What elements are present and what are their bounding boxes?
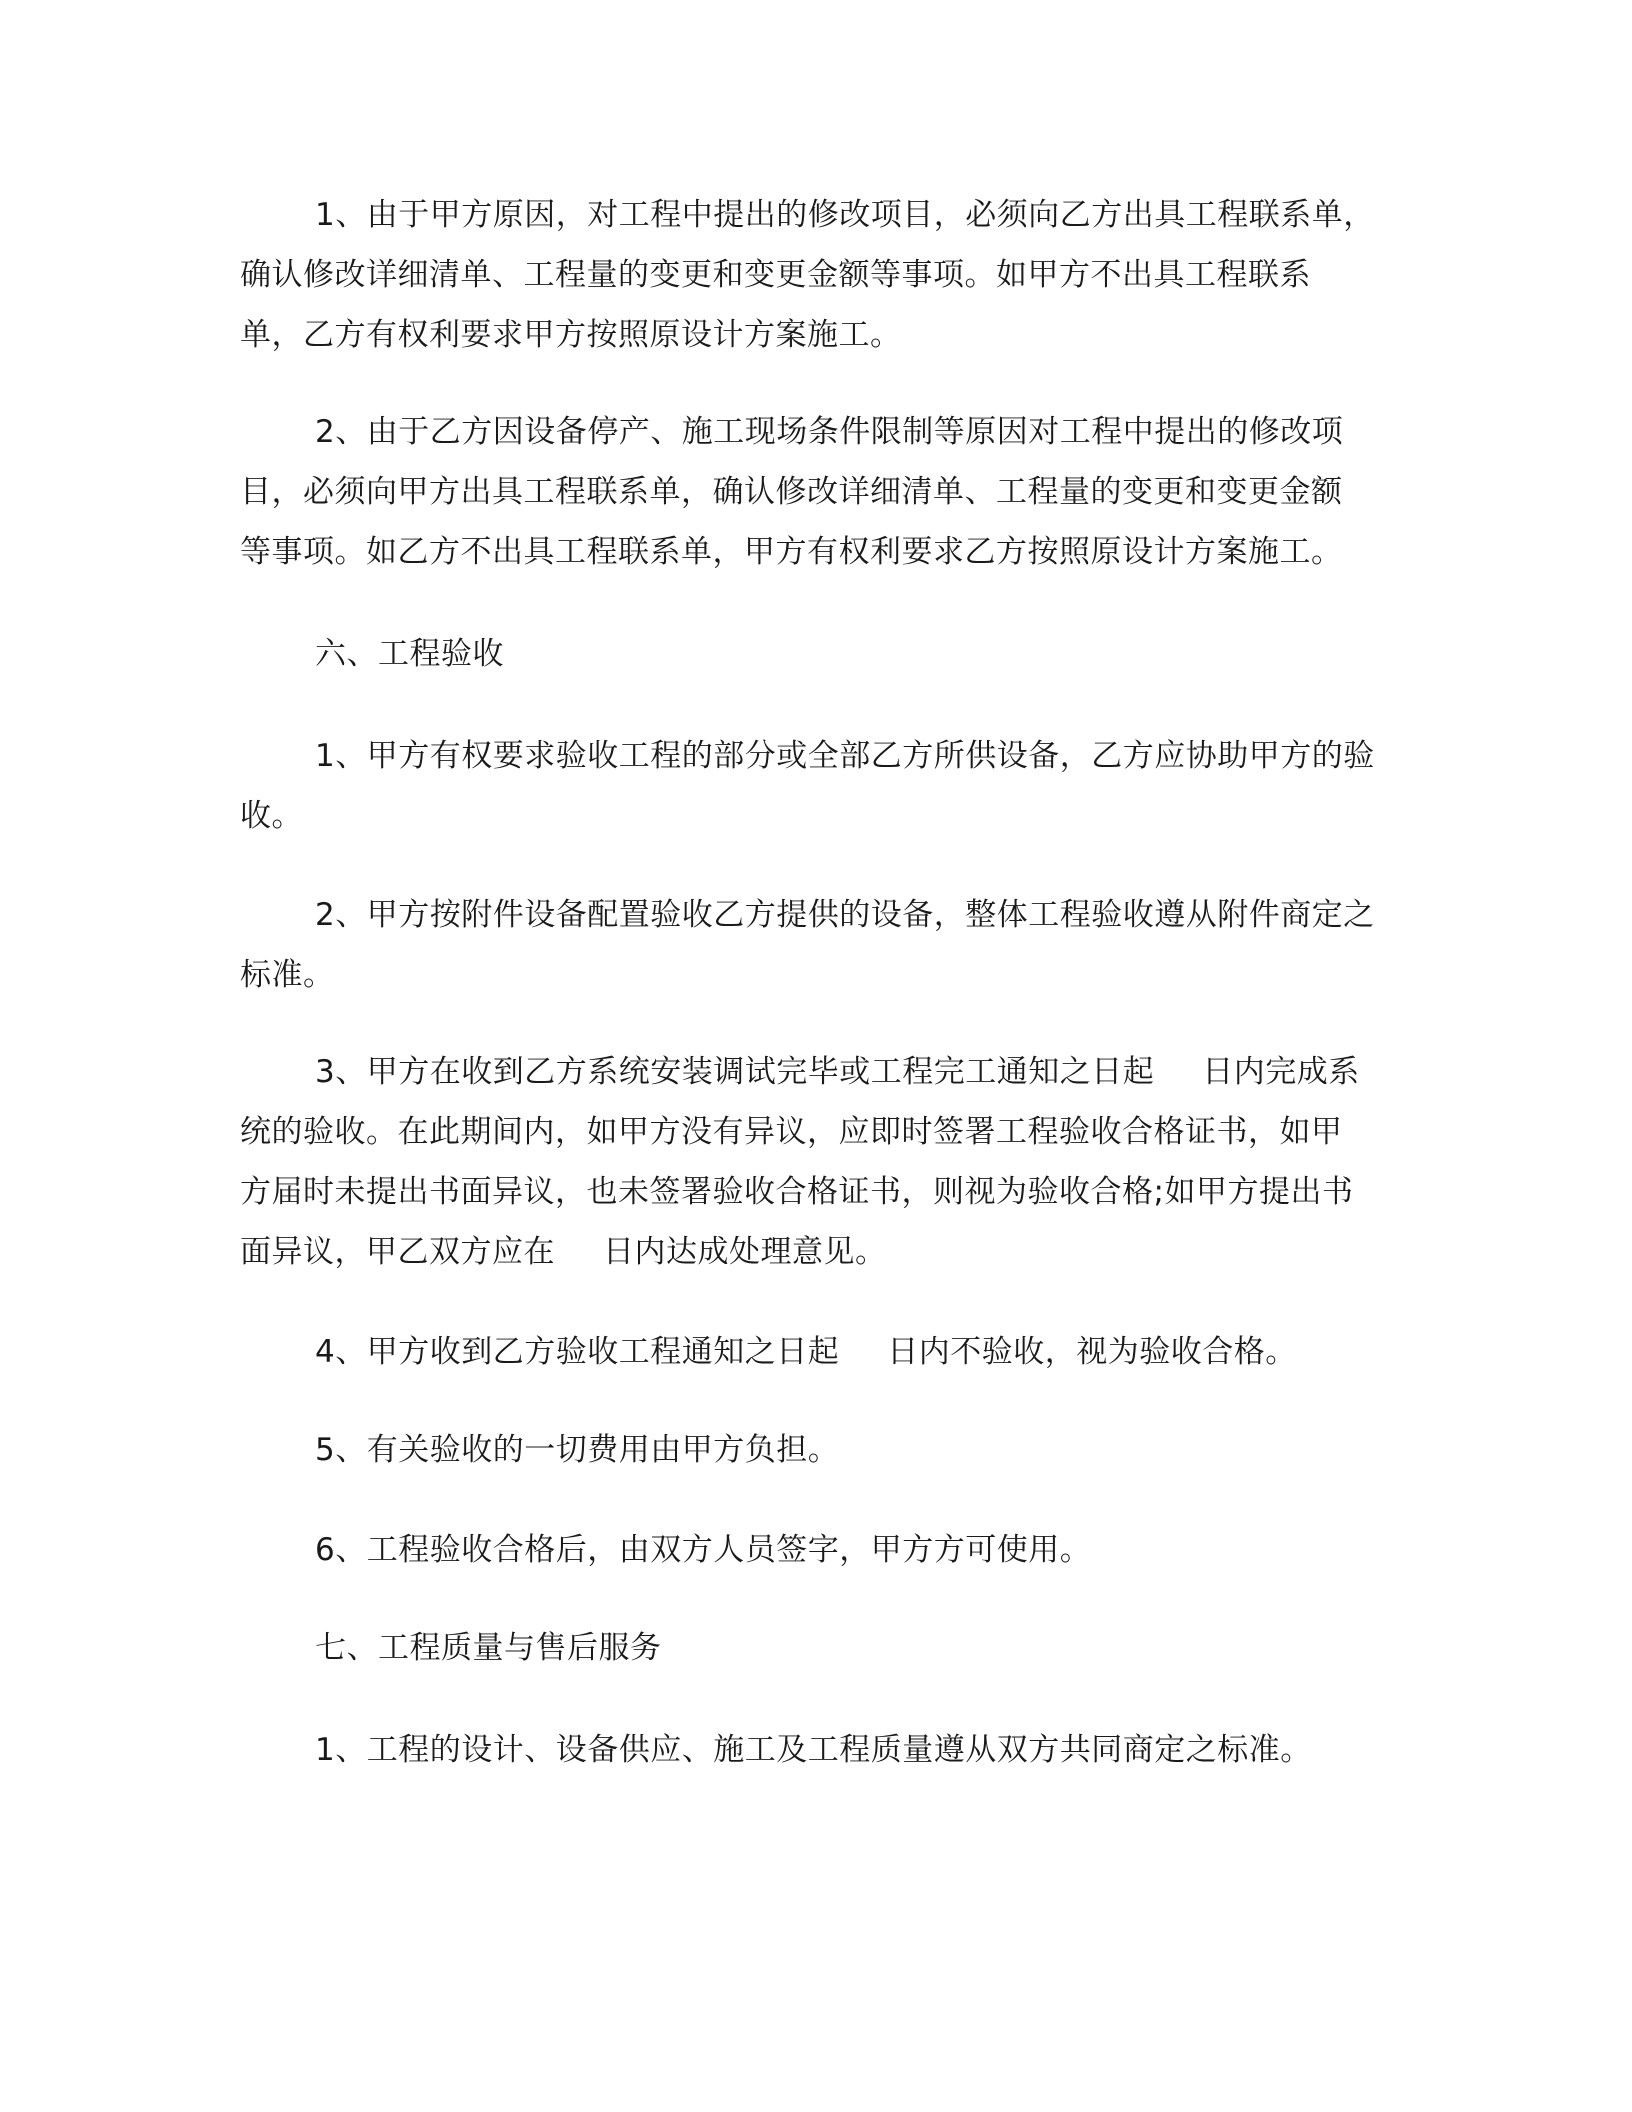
paragraph-s7-item1	[240, 1720, 1390, 1780]
paragraph-line: 单，乙方有权利要求甲方按照原设计方案施工。	[240, 317, 902, 353]
paragraph-line: 确认修改详细清单、工程量的变更和变更金额等事项。如甲方不出具工程联系	[240, 257, 1311, 293]
paragraph-line: 1、由于甲方原因，对工程中提出的修改项目，必须向乙方出具工程联系单，	[315, 197, 1375, 233]
paragraph-text: 面异议，甲乙双方应在	[240, 1234, 555, 1270]
paragraph-line: 收。	[240, 798, 303, 834]
paragraph-line: 目，必须向甲方出具工程联系单，确认修改详细清单、工程量的变更和变更金额	[240, 474, 1343, 510]
paragraph-text: 日内完成系	[1202, 1054, 1360, 1090]
section-heading-7	[240, 1618, 1390, 1678]
paragraph-line: 1、工程的设计、设备供应、施工及工程质量遵从双方共同商定之标准。	[315, 1732, 1312, 1768]
paragraph-line	[240, 1222, 1390, 1282]
paragraph-s6-item4	[240, 1322, 1390, 1382]
paragraph-text: 日内达成处理意见。	[603, 1234, 887, 1270]
paragraph-s5-item2	[240, 402, 1390, 582]
paragraph-line: 6、工程验收合格后，由双方人员签字，甲方方可使用。	[315, 1532, 1092, 1568]
paragraph-line: 方届时未提出书面异议，也未签署验收合格证书，则视为验收合格;如甲方提出书	[240, 1174, 1354, 1210]
paragraph-line: 1、甲方有权要求验收工程的部分或全部乙方所供设备，乙方应协助甲方的验	[315, 738, 1375, 774]
paragraph-line: 5、有关验收的一切费用由甲方负担。	[315, 1432, 840, 1468]
paragraph-line	[240, 1042, 1390, 1102]
paragraph-line	[240, 1322, 1390, 1382]
paragraph-s6-item1	[240, 726, 1390, 846]
paragraph-text: 4、甲方收到乙方验收工程通知之日起	[315, 1334, 840, 1370]
paragraph-text: 日内不验收，视为验收合格。	[887, 1334, 1297, 1370]
paragraph-s6-item6	[240, 1520, 1390, 1580]
paragraph-s6-item5	[240, 1420, 1390, 1480]
paragraph-s6-item3	[240, 1042, 1390, 1282]
paragraph-text: 3、甲方在收到乙方系统安装调试完毕或工程完工通知之日起	[315, 1054, 1155, 1090]
section-heading: 六、工程验收	[315, 636, 504, 672]
paragraph-line: 2、由于乙方因设备停产、施工现场条件限制等原因对工程中提出的修改项	[315, 414, 1344, 450]
section-heading-6	[240, 624, 1390, 684]
paragraph-line: 统的验收。在此期间内，如甲方没有异议，应即时签署工程验收合格证书，如甲	[240, 1114, 1343, 1150]
paragraph-s5-item1	[240, 185, 1390, 365]
paragraph-line: 2、甲方按附件设备配置验收乙方提供的设备，整体工程验收遵从附件商定之	[315, 897, 1375, 933]
section-heading: 七、工程质量与售后服务	[315, 1630, 662, 1666]
paragraph-s6-item2	[240, 885, 1390, 1005]
paragraph-line: 等事项。如乙方不出具工程联系单，甲方有权利要求乙方按照原设计方案施工。	[240, 534, 1343, 570]
paragraph-line: 标准。	[240, 957, 335, 993]
